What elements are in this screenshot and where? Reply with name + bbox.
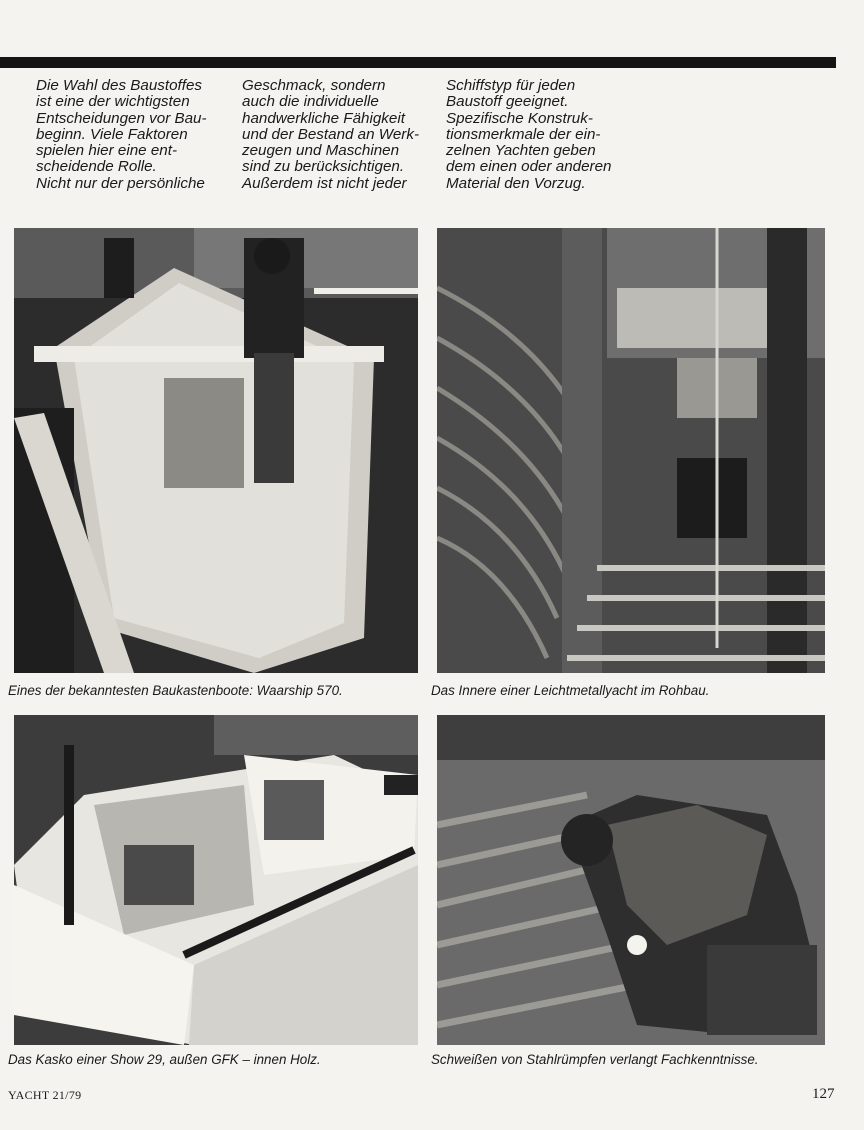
page-number: 127	[812, 1086, 835, 1102]
photo-caption: Eines der bekanntesten Baukastenboote: Waarship 570.	[8, 683, 343, 698]
article-column-1: Die Wahl des Baustoffes ist eine der wichtigsten Entscheidungen vor Bau- beginn. Viele Faktoren spielen hier eine ent- scheidende Rolle. Nicht nur der persönliche	[36, 77, 207, 192]
header-rule	[0, 57, 836, 68]
photo-caption: Das Innere einer Leichtmetallyacht im Rohbau.	[431, 683, 710, 698]
photo-caption: Das Kasko einer Show 29, außen GFK – innen Holz.	[8, 1052, 321, 1067]
magazine-issue: YACHT 21/79	[8, 1088, 82, 1102]
article-column-3: Schiffstyp für jeden Baustoff geeignet. Spezifische Konstruk- tionsmerkmale der ein- zelnen Yachten geben dem einen oder anderen Material den Vorzug.	[446, 77, 612, 192]
photo-caption: Schweißen von Stahlrümpfen verlangt Fachkenntnisse.	[431, 1052, 759, 1067]
photo-show-29	[14, 715, 418, 1045]
photo-leichtmetallyacht	[437, 228, 825, 673]
photo-schweissen	[437, 715, 825, 1045]
article-column-2: Geschmack, sondern auch die individuelle handwerkliche Fähigkeit und der Bestand an Werk- zeugen und Maschinen sind zu berücksichtigen. Außerdem ist nicht jeder	[242, 77, 420, 192]
photo-waarship-570	[14, 228, 418, 673]
